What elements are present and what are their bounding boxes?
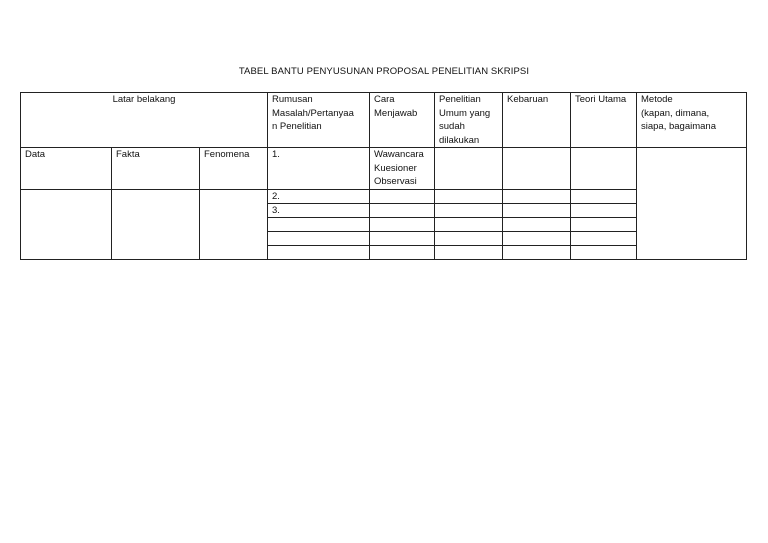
header-cara-menjawab: Cara Menjawab bbox=[370, 93, 435, 148]
header-rumusan-masalah: Rumusan Masalah/Pertanyaa n Penelitian bbox=[268, 93, 370, 148]
table-cell bbox=[571, 189, 637, 203]
table-cell bbox=[435, 203, 503, 217]
cell-fakta bbox=[112, 189, 200, 259]
table-cell bbox=[571, 217, 637, 231]
table-cell bbox=[503, 189, 571, 203]
subheader-fenomena: Fenomena bbox=[200, 148, 268, 190]
cell-data bbox=[21, 189, 112, 259]
cell-fenomena bbox=[200, 189, 268, 259]
document-title: TABEL BANTU PENYUSUNAN PROPOSAL PENELITIAN SKRIPSI bbox=[238, 66, 530, 77]
table-cell bbox=[571, 231, 637, 245]
table-cell bbox=[571, 203, 637, 217]
table-cell bbox=[503, 231, 571, 245]
table-cell bbox=[435, 217, 503, 231]
table-cell bbox=[503, 217, 571, 231]
header-teori-utama: Teori Utama bbox=[571, 93, 637, 148]
table-cell bbox=[370, 217, 435, 231]
table-row bbox=[21, 148, 747, 190]
cell-metode bbox=[637, 148, 747, 260]
table-cell bbox=[503, 245, 571, 259]
header-kebaruan: Kebaruan bbox=[503, 93, 571, 148]
table-cell bbox=[435, 231, 503, 245]
cell-kebaruan-1 bbox=[503, 148, 571, 190]
cell-penelitian-1 bbox=[435, 148, 503, 190]
table-cell bbox=[268, 217, 370, 231]
table-cell bbox=[370, 245, 435, 259]
table-cell bbox=[370, 231, 435, 245]
header-latar-belakang: Latar belakang bbox=[21, 93, 268, 148]
table-cell bbox=[268, 245, 370, 259]
cell-rumusan-1: 1. bbox=[268, 148, 370, 190]
table-cell bbox=[370, 189, 435, 203]
cell-cara-menjawab-1: Wawancara Kuesioner Observasi bbox=[370, 148, 435, 190]
table-cell bbox=[435, 245, 503, 259]
table-cell bbox=[571, 245, 637, 259]
cell-rumusan-3: 3. bbox=[268, 203, 370, 217]
proposal-table bbox=[20, 92, 747, 260]
cell-rumusan-2: 2. bbox=[268, 189, 370, 203]
subheader-fakta: Fakta bbox=[112, 148, 200, 190]
subheader-data: Data bbox=[21, 148, 112, 190]
table-cell bbox=[370, 203, 435, 217]
header-metode: Metode (kapan, dimana, siapa, bagaimana bbox=[637, 93, 747, 148]
cell-teori-1 bbox=[571, 148, 637, 190]
table-cell bbox=[435, 189, 503, 203]
header-row bbox=[21, 93, 747, 148]
header-penelitian-umum: Penelitian Umum yang sudah dilakukan bbox=[435, 93, 503, 148]
table-cell bbox=[268, 231, 370, 245]
table-cell bbox=[503, 203, 571, 217]
